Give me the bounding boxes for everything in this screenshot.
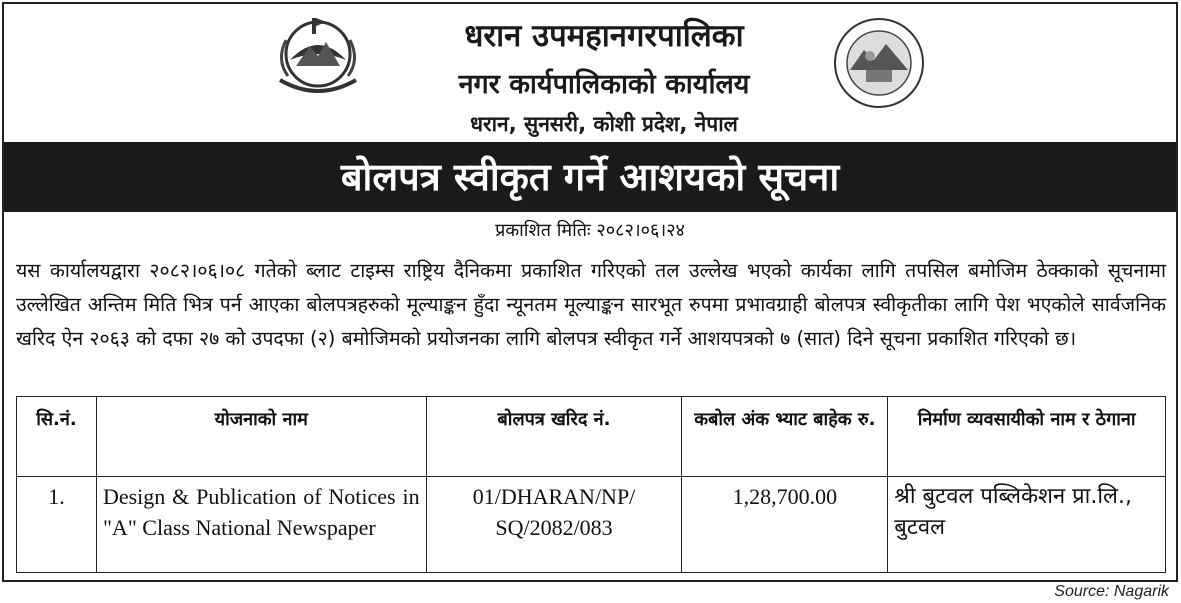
cell-contractor: श्री बुटवल पब्लिकेशन प्रा.लि., बुटवल	[888, 477, 1166, 573]
dharan-city-seal	[832, 16, 926, 110]
header-serial-no: सि.नं.	[17, 397, 97, 477]
notice-header	[4, 4, 1176, 139]
header-project-name: योजनाको नाम	[96, 397, 426, 477]
bid-table	[16, 396, 1166, 573]
cell-bid-amount: 1,28,700.00	[682, 477, 888, 573]
table-header-row	[17, 397, 1166, 477]
header-contractor: निर्माण व्यवसायीको नाम र ठेगाना	[888, 397, 1166, 477]
published-date: प्रकाशित मितिः २०८२।०६।२४	[495, 220, 685, 241]
notice-body-text: यस कार्यालयद्वारा २०८२।०६।०८ गतेको ब्लाट टाइम्स राष्ट्रिय दैनिकमा प्रकाशित गरिएको तल उल्लेख भएको कार्यका लागि तपसिल बमोजिम ठेक्काको सूचनामा उल्लेखित अन्तिम मिति भित्र पर्न आएका बोलपत्रहरुको मूल्याङ्कन हुँदा न्यूनतम मूल्याङ्कन सारभूत रुपमा प्रभावग्राही बोलपत्र स्वीकृतीका लागि पेश भएकोले सार्वजनिक खरिद ऐन २०६३ को दफा २७ को उपदफा (२) बमोजिमको प्रयोजनका लागि बोलपत्र स्वीकृत गर्ने आशयपत्रको ७ (सात) दिने सूचना प्रकाशित गरिएको छ।	[16, 259, 1166, 350]
cell-bid-number: 01/DHARAN/NP/ SQ/2082/083	[426, 477, 682, 573]
municipality-name: धरान उपमहानगरपालिका	[464, 18, 744, 54]
nepal-government-emblem	[266, 10, 370, 102]
table-row	[17, 477, 1166, 573]
source-credit: Source: Nagarik	[1054, 583, 1169, 600]
header-bid-number: बोलपत्र खरिद नं.	[426, 397, 682, 477]
cell-serial-no: 1.	[17, 477, 97, 573]
header-bid-amount: कबोल अंक भ्याट बाहेक रु.	[682, 397, 888, 477]
notice-title-banner: बोलपत्र स्वीकृत गर्ने आशयको सूचना	[4, 142, 1176, 212]
office-name: नगर कार्यपालिकाको कार्यालय	[458, 69, 750, 100]
cell-project-name: Design & Publication of Notices in "A" Class National Newspaper	[96, 477, 426, 573]
office-address: धरान, सुनसरी, कोशी प्रदेश, नेपाल	[470, 112, 738, 136]
